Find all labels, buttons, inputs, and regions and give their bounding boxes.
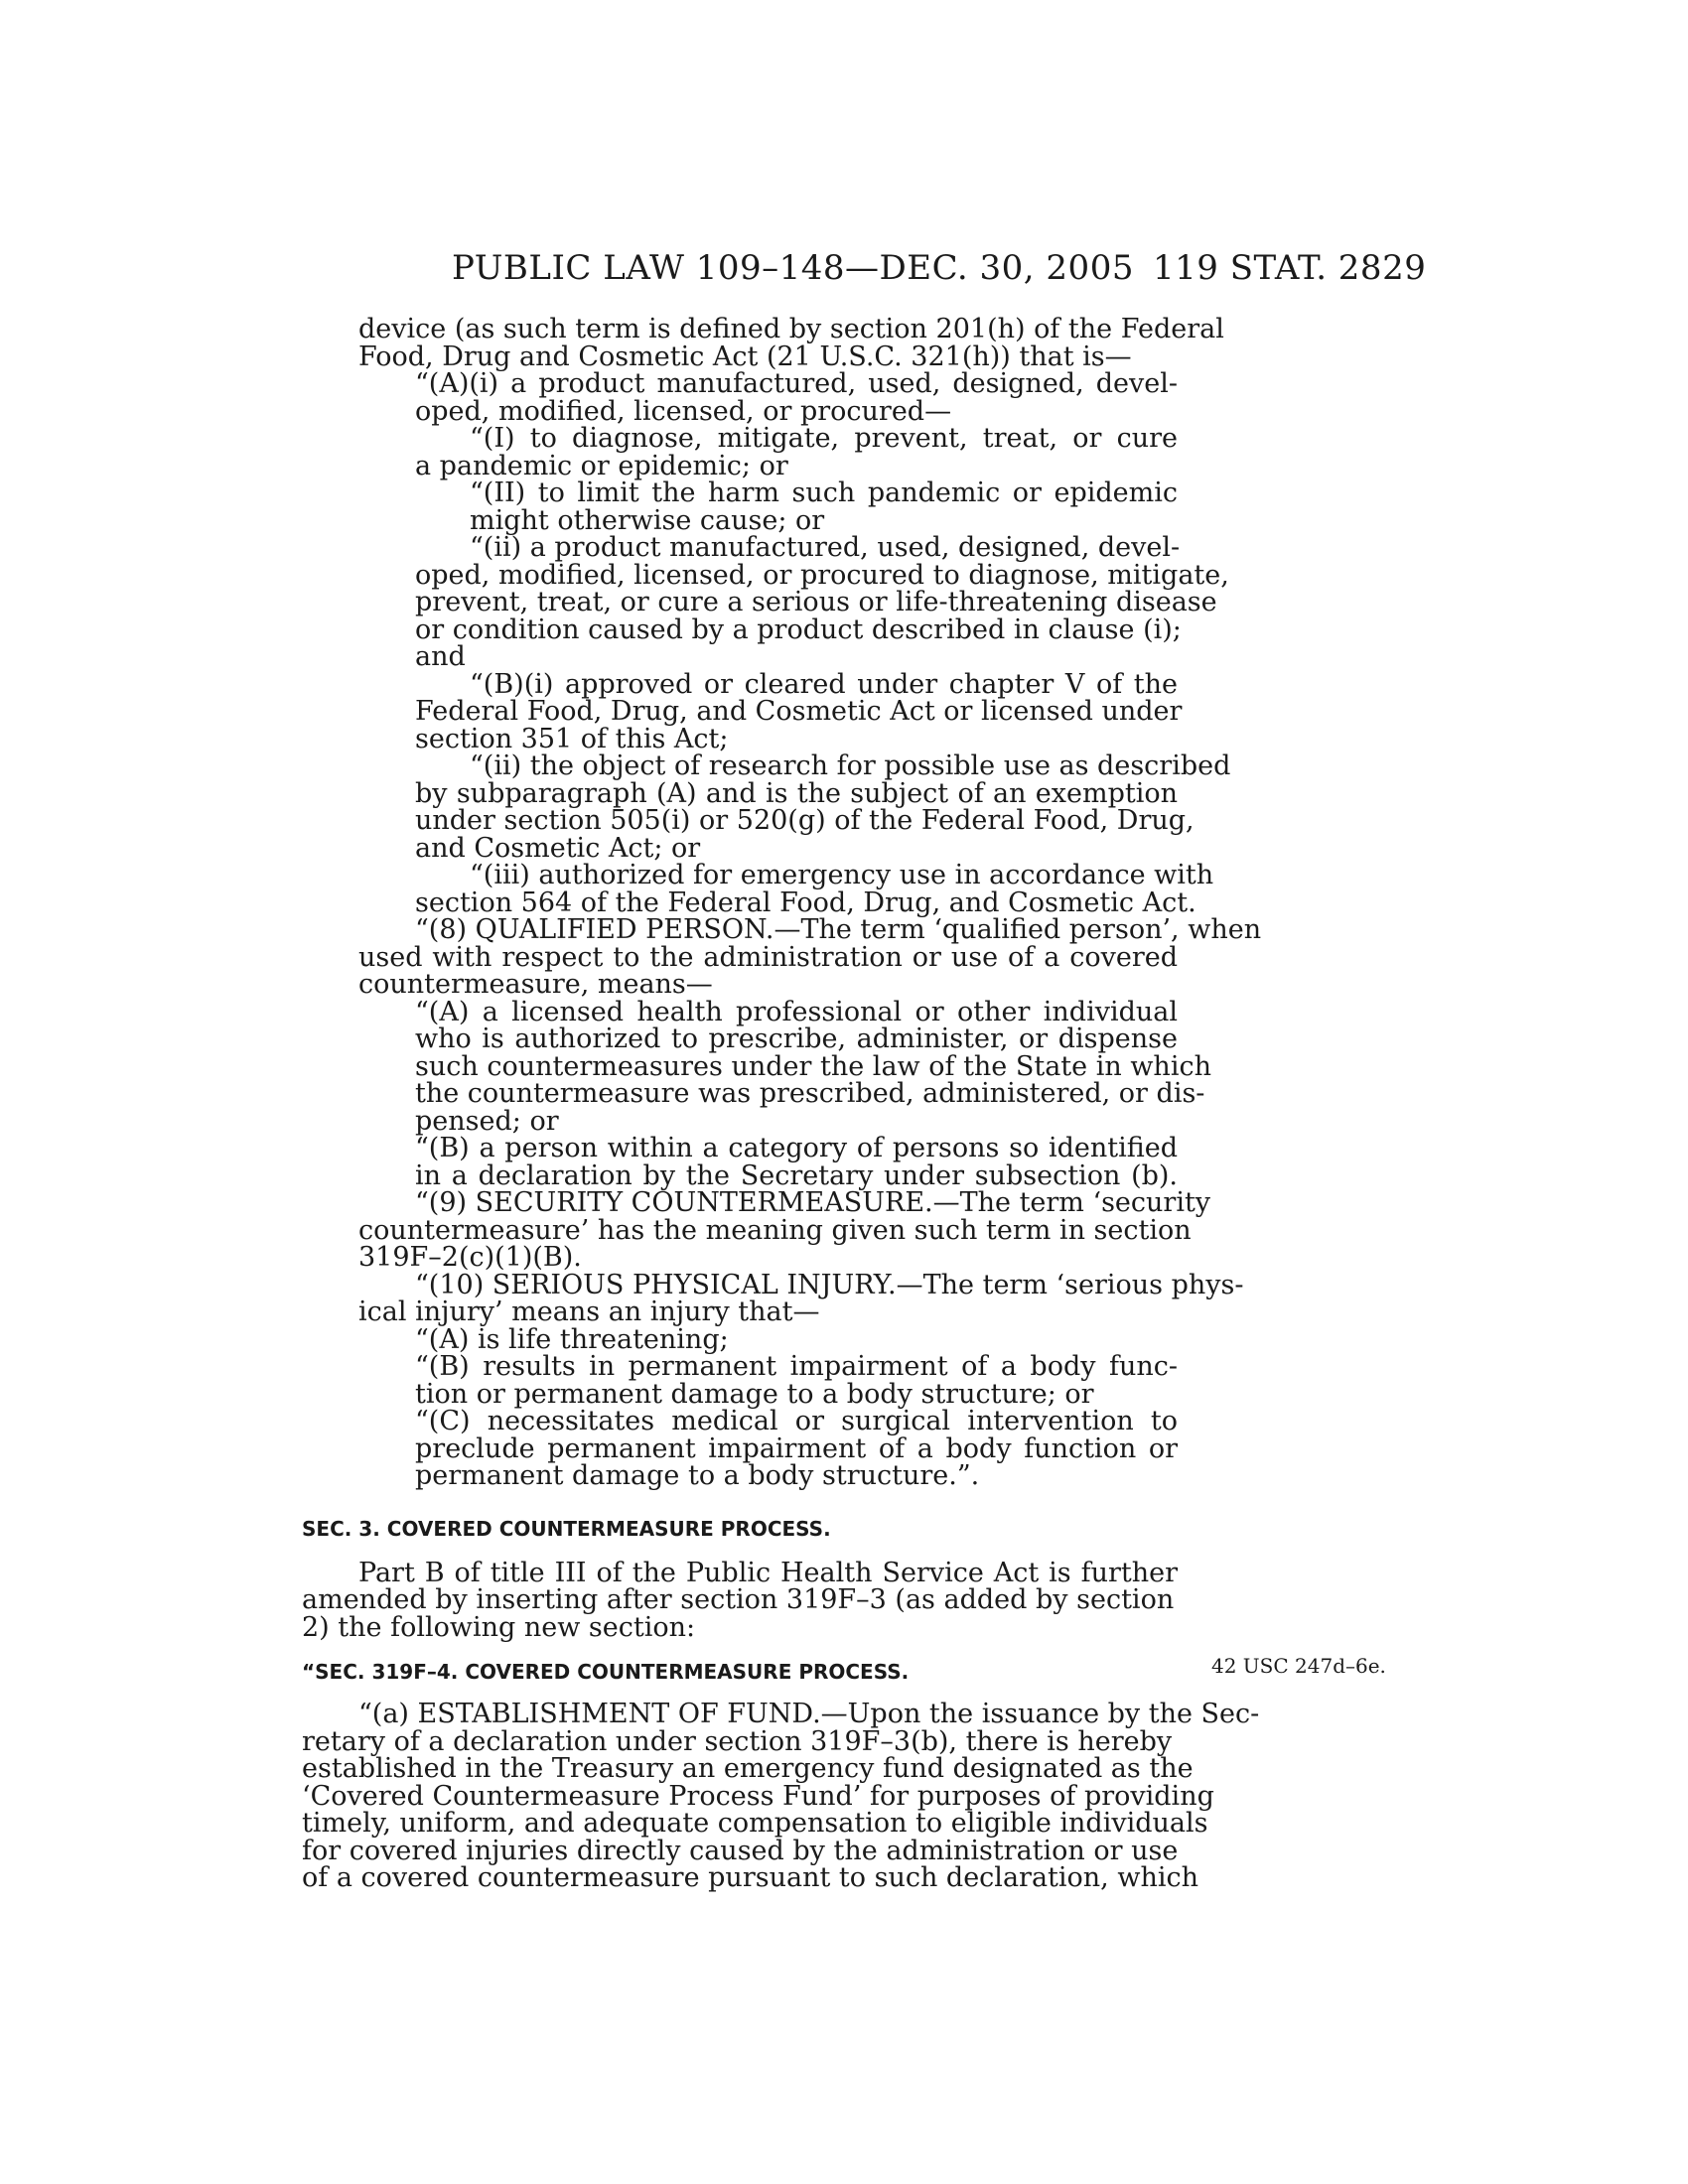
text-line: section 564 of the Federal Food, Drug, and Cosmetic Act. [415,887,1196,918]
text-line: “(a) ESTABLISHMENT OF FUND.—Upon the issuance by the Sec- [358,1699,1260,1729]
running-head-title: PUBLIC LAW 109–148—DEC. 30, 2005 [452,248,1134,288]
text-line: and Cosmetic Act; or [415,832,701,864]
text-line: the countermeasure was prescribed, administered, or dis- [415,1078,1205,1109]
text-line: “(iii) authorized for emergency use in accordance with [470,860,1214,890]
text-line: Part B of title III of the Public Health Service Act is further [358,1557,1178,1588]
text-line: oped, modified, licensed, or procured to diagnose, mitigate, [415,559,1229,591]
text-line: countermeasure’ has the meaning given such term in section [358,1214,1192,1246]
text-line: prevent, treat, or cure a serious or life-threatening disease [415,587,1217,617]
text-line: “(B)(i) approved or cleared under chapter V of the [470,668,1178,700]
page-body [302,314,1262,1893]
text-line: permanent damage to a body structure.”. [415,1460,980,1491]
text-line: “(8) QUALIFIED PERSON.—The term ‘qualified person’, when [415,914,1262,945]
text-line: “(II) to limit the harm such pandemic or epidemic [470,478,1178,508]
text-line: amended by inserting after section 319F–3 (as added by section [302,1584,1175,1615]
text-line: 319F–2(c)(1)(B). [358,1242,582,1273]
text-line: “(9) SECURITY COUNTERMEASURE.—The term ‘security [415,1187,1211,1218]
section-319f4-heading: “SEC. 319F–4. COVERED COUNTERMEASURE PROCESS. [302,1660,910,1684]
text-line: might otherwise cause; or [470,504,825,536]
text-line: ical injury’ means an injury that— [358,1297,820,1327]
text-line: used with respect to the administration or use of a covered [358,941,1178,973]
text-line: a pandemic or epidemic; or [415,450,788,481]
text-line: of a covered countermeasure pursuant to such declaration, which [302,1862,1198,1893]
text-line: by subparagraph (A) and is the subject of an exemption [415,777,1178,809]
text-line: oped, modified, licensed, or procured— [415,395,952,427]
text-line: device (as such term is defined by section 201(h) of the Federal [358,314,1224,344]
text-line: timely, uniform, and adequate compensation to eligible individuals [302,1808,1208,1839]
text-line: or condition caused by a product described in clause (i); [415,614,1182,645]
text-line: such countermeasures under the law of the State in which [415,1050,1211,1082]
text-line: “(10) SERIOUS PHYSICAL INJURY.—The term ‘serious phys- [415,1269,1244,1300]
text-line: pensed; or [415,1105,559,1137]
text-line: for covered injuries directly caused by the administration or use [302,1835,1179,1866]
text-line: countermeasure, means— [358,969,713,1000]
text-line: “(ii) a product manufactured, used, designed, devel- [470,532,1181,563]
text-line: “(A)(i) a product manufactured, used, designed, devel- [415,368,1178,399]
text-line: “(A) a licensed health professional or other individual [415,996,1178,1027]
text-line: Federal Food, Drug, and Cosmetic Act or licensed under [415,696,1183,727]
text-line: Food, Drug and Cosmetic Act (21 U.S.C. 321(h)) that is— [358,341,1132,372]
text-line: “(I) to diagnose, mitigate, prevent, treat, or cure [470,423,1178,454]
text-line: who is authorized to prescribe, administer, or dispense [415,1024,1178,1054]
text-line: retary of a declaration under section 319F–3(b), there is hereby [302,1725,1173,1757]
text-line: and [415,641,466,672]
section-3-heading: SEC. 3. COVERED COUNTERMEASURE PROCESS. [302,1516,831,1541]
text-line: “(A) is life threatening; [415,1323,729,1355]
text-line: under section 505(i) or 520(g) of the Federal Food, Drug, [415,805,1195,836]
margin-note-usc-citation: 42 USC 247d–6e. [1211,1654,1386,1678]
text-line: “(ii) the object of research for possible use as described [470,751,1231,781]
text-line: “(B) a person within a category of persons so identified [415,1133,1178,1163]
text-line: ‘Covered Countermeasure Process Fund’ for purposes of providing [302,1780,1214,1812]
text-line: preclude permanent impairment of a body function or [415,1433,1178,1464]
text-line: “(C) necessitates medical or surgical intervention to [415,1406,1178,1436]
text-line: 2) the following new section: [302,1611,696,1643]
text-line: tion or permanent damage to a body structure; or [415,1378,1094,1410]
text-line: in a declaration by the Secretary under subsection (b). [415,1160,1178,1191]
text-line: established in the Treasury an emergency fund designated as the [302,1753,1194,1784]
text-line: “(B) results in permanent impairment of a body func- [415,1351,1178,1382]
running-head-stat-page: 119 STAT. 2829 [1153,248,1427,288]
text-line: section 351 of this Act; [415,723,729,754]
